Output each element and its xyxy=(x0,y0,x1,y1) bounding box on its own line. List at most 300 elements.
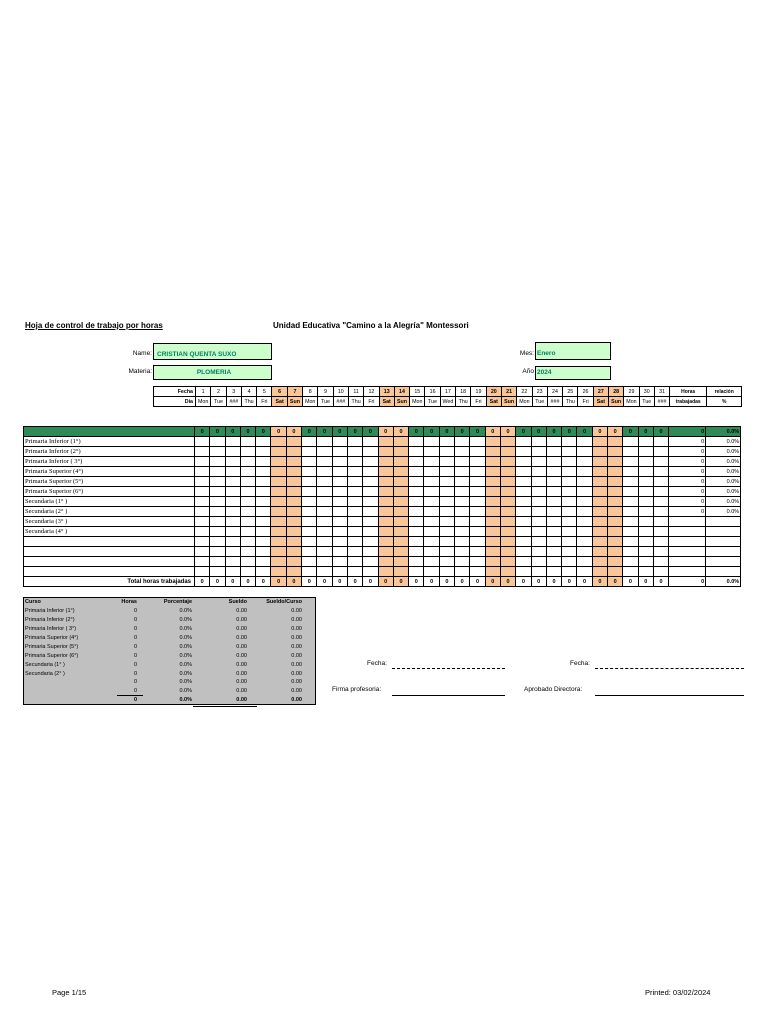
hour-entry-cell[interactable] xyxy=(592,477,607,487)
hour-entry-cell[interactable] xyxy=(317,487,332,497)
hour-entry-cell[interactable] xyxy=(577,447,592,457)
hour-entry-cell[interactable] xyxy=(332,567,347,577)
hour-entry-cell[interactable] xyxy=(240,517,255,527)
hour-entry-cell[interactable] xyxy=(424,527,439,537)
hour-entry-cell[interactable] xyxy=(317,537,332,547)
hour-entry-cell[interactable] xyxy=(424,567,439,577)
hour-entry-cell[interactable] xyxy=(516,437,531,447)
hour-entry-cell[interactable] xyxy=(577,467,592,477)
hour-entry-cell[interactable] xyxy=(378,467,393,477)
hour-entry-cell[interactable] xyxy=(638,437,653,447)
hour-entry-cell[interactable] xyxy=(608,457,623,467)
hour-entry-cell[interactable] xyxy=(424,487,439,497)
hour-entry-cell[interactable] xyxy=(577,537,592,547)
hour-entry-cell[interactable] xyxy=(500,547,515,557)
hour-entry-cell[interactable] xyxy=(623,557,638,567)
hour-entry-cell[interactable] xyxy=(562,567,577,577)
hour-entry-cell[interactable] xyxy=(562,477,577,487)
hour-entry-cell[interactable] xyxy=(500,517,515,527)
hour-entry-cell[interactable] xyxy=(378,477,393,487)
hour-entry-cell[interactable] xyxy=(210,567,225,577)
hour-entry-cell[interactable] xyxy=(439,477,454,487)
hour-entry-cell[interactable] xyxy=(608,467,623,477)
hour-entry-cell[interactable] xyxy=(653,557,668,567)
hour-entry-cell[interactable] xyxy=(256,447,271,457)
hour-entry-cell[interactable] xyxy=(577,457,592,467)
hour-entry-cell[interactable] xyxy=(317,477,332,487)
hour-entry-cell[interactable] xyxy=(210,487,225,497)
hour-entry-cell[interactable] xyxy=(240,567,255,577)
hour-entry-cell[interactable] xyxy=(638,537,653,547)
hour-entry-cell[interactable] xyxy=(378,517,393,527)
hour-entry-cell[interactable] xyxy=(424,497,439,507)
hour-entry-cell[interactable] xyxy=(439,467,454,477)
hour-entry-cell[interactable] xyxy=(455,527,470,537)
hour-entry-cell[interactable] xyxy=(240,457,255,467)
hour-entry-cell[interactable] xyxy=(577,567,592,577)
hour-entry-cell[interactable] xyxy=(638,557,653,567)
hour-entry-cell[interactable] xyxy=(516,567,531,577)
hour-entry-cell[interactable] xyxy=(592,567,607,577)
hour-entry-cell[interactable] xyxy=(470,557,485,567)
hour-entry-cell[interactable] xyxy=(393,547,408,557)
hour-entry-cell[interactable] xyxy=(210,497,225,507)
hour-entry-cell[interactable] xyxy=(195,477,210,487)
hour-entry-cell[interactable] xyxy=(409,487,424,497)
hour-entry-cell[interactable] xyxy=(210,477,225,487)
hour-entry-cell[interactable] xyxy=(363,507,378,517)
hour-entry-cell[interactable] xyxy=(455,437,470,447)
hour-entry-cell[interactable] xyxy=(470,447,485,457)
hour-entry-cell[interactable] xyxy=(240,477,255,487)
hour-entry-cell[interactable] xyxy=(347,447,362,457)
fecha-line-left[interactable] xyxy=(392,668,505,669)
hour-entry-cell[interactable] xyxy=(470,467,485,477)
hour-entry-cell[interactable] xyxy=(577,557,592,567)
hour-entry-cell[interactable] xyxy=(439,567,454,577)
hour-entry-cell[interactable] xyxy=(500,567,515,577)
hour-entry-cell[interactable] xyxy=(332,447,347,457)
materia-field[interactable]: PLOMERIA xyxy=(153,365,272,380)
hour-entry-cell[interactable] xyxy=(302,447,317,457)
hour-entry-cell[interactable] xyxy=(256,437,271,447)
hour-entry-cell[interactable] xyxy=(317,507,332,517)
hour-entry-cell[interactable] xyxy=(577,487,592,497)
hour-entry-cell[interactable] xyxy=(302,467,317,477)
hour-entry-cell[interactable] xyxy=(317,567,332,577)
hour-entry-cell[interactable] xyxy=(592,537,607,547)
hour-entry-cell[interactable] xyxy=(562,537,577,547)
hour-entry-cell[interactable] xyxy=(608,537,623,547)
hour-entry-cell[interactable] xyxy=(608,447,623,457)
hour-entry-cell[interactable] xyxy=(317,467,332,477)
hour-entry-cell[interactable] xyxy=(286,497,301,507)
name-field[interactable]: CRISTIAN QUENTA SUXO xyxy=(153,343,272,360)
hour-entry-cell[interactable] xyxy=(470,437,485,447)
hour-entry-cell[interactable] xyxy=(546,507,561,517)
hour-entry-cell[interactable] xyxy=(455,477,470,487)
hour-entry-cell[interactable] xyxy=(256,507,271,517)
hour-entry-cell[interactable] xyxy=(302,517,317,527)
hour-entry-cell[interactable] xyxy=(455,517,470,527)
hour-entry-cell[interactable] xyxy=(546,517,561,527)
hour-entry-cell[interactable] xyxy=(286,557,301,567)
hour-entry-cell[interactable] xyxy=(363,467,378,477)
hour-entry-cell[interactable] xyxy=(332,537,347,547)
hour-entry-cell[interactable] xyxy=(455,557,470,567)
hour-entry-cell[interactable] xyxy=(347,547,362,557)
hour-entry-cell[interactable] xyxy=(363,437,378,447)
hour-entry-cell[interactable] xyxy=(347,527,362,537)
hour-entry-cell[interactable] xyxy=(332,487,347,497)
hour-entry-cell[interactable] xyxy=(286,507,301,517)
hour-entry-cell[interactable] xyxy=(271,487,286,497)
hour-entry-cell[interactable] xyxy=(485,557,500,567)
hour-entry-cell[interactable] xyxy=(485,507,500,517)
hour-entry-cell[interactable] xyxy=(286,447,301,457)
hour-entry-cell[interactable] xyxy=(623,477,638,487)
hour-entry-cell[interactable] xyxy=(332,467,347,477)
hour-entry-cell[interactable] xyxy=(409,527,424,537)
hour-entry-cell[interactable] xyxy=(424,537,439,547)
hour-entry-cell[interactable] xyxy=(363,497,378,507)
hour-entry-cell[interactable] xyxy=(653,467,668,477)
hour-entry-cell[interactable] xyxy=(562,547,577,557)
hour-entry-cell[interactable] xyxy=(240,497,255,507)
hour-entry-cell[interactable] xyxy=(531,447,546,457)
hour-entry-cell[interactable] xyxy=(424,557,439,567)
hour-entry-cell[interactable] xyxy=(347,537,362,547)
hour-entry-cell[interactable] xyxy=(592,467,607,477)
hour-entry-cell[interactable] xyxy=(439,437,454,447)
hour-entry-cell[interactable] xyxy=(470,507,485,517)
hour-entry-cell[interactable] xyxy=(286,547,301,557)
hour-entry-cell[interactable] xyxy=(195,487,210,497)
hour-entry-cell[interactable] xyxy=(195,457,210,467)
hour-entry-cell[interactable] xyxy=(409,567,424,577)
hour-entry-cell[interactable] xyxy=(347,437,362,447)
hour-entry-cell[interactable] xyxy=(363,477,378,487)
hour-entry-cell[interactable] xyxy=(653,517,668,527)
hour-entry-cell[interactable] xyxy=(393,447,408,457)
hour-entry-cell[interactable] xyxy=(302,477,317,487)
hour-entry-cell[interactable] xyxy=(256,537,271,547)
hour-entry-cell[interactable] xyxy=(638,507,653,517)
hour-entry-cell[interactable] xyxy=(546,487,561,497)
hour-entry-cell[interactable] xyxy=(271,567,286,577)
hour-entry-cell[interactable] xyxy=(393,557,408,567)
hour-entry-cell[interactable] xyxy=(562,497,577,507)
hour-entry-cell[interactable] xyxy=(271,497,286,507)
hour-entry-cell[interactable] xyxy=(500,447,515,457)
hour-entry-cell[interactable] xyxy=(439,507,454,517)
hour-entry-cell[interactable] xyxy=(347,517,362,527)
hour-entry-cell[interactable] xyxy=(439,497,454,507)
hour-entry-cell[interactable] xyxy=(210,467,225,477)
hour-entry-cell[interactable] xyxy=(439,447,454,457)
hour-entry-cell[interactable] xyxy=(302,547,317,557)
hour-entry-cell[interactable] xyxy=(225,527,240,537)
hour-entry-cell[interactable] xyxy=(653,487,668,497)
hour-entry-cell[interactable] xyxy=(592,507,607,517)
hour-entry-cell[interactable] xyxy=(516,517,531,527)
hour-entry-cell[interactable] xyxy=(531,567,546,577)
hour-entry-cell[interactable] xyxy=(546,567,561,577)
hour-entry-cell[interactable] xyxy=(638,497,653,507)
hour-entry-cell[interactable] xyxy=(439,557,454,567)
hour-entry-cell[interactable] xyxy=(256,567,271,577)
hour-entry-cell[interactable] xyxy=(424,447,439,457)
hour-entry-cell[interactable] xyxy=(608,507,623,517)
hour-entry-cell[interactable] xyxy=(393,507,408,517)
hour-entry-cell[interactable] xyxy=(500,437,515,447)
hour-entry-cell[interactable] xyxy=(638,477,653,487)
hour-entry-cell[interactable] xyxy=(271,557,286,567)
hour-entry-cell[interactable] xyxy=(623,537,638,547)
hour-entry-cell[interactable] xyxy=(516,477,531,487)
hour-entry-cell[interactable] xyxy=(439,517,454,527)
hour-entry-cell[interactable] xyxy=(409,497,424,507)
hour-entry-cell[interactable] xyxy=(210,547,225,557)
hour-entry-cell[interactable] xyxy=(485,517,500,527)
hour-entry-cell[interactable] xyxy=(531,517,546,527)
hour-entry-cell[interactable] xyxy=(378,497,393,507)
hour-entry-cell[interactable] xyxy=(653,457,668,467)
hour-entry-cell[interactable] xyxy=(393,497,408,507)
hour-entry-cell[interactable] xyxy=(225,447,240,457)
hour-entry-cell[interactable] xyxy=(546,527,561,537)
hour-entry-cell[interactable] xyxy=(455,547,470,557)
hour-entry-cell[interactable] xyxy=(439,487,454,497)
hour-entry-cell[interactable] xyxy=(347,567,362,577)
hour-entry-cell[interactable] xyxy=(317,447,332,457)
hour-entry-cell[interactable] xyxy=(653,437,668,447)
hour-entry-cell[interactable] xyxy=(256,487,271,497)
hour-entry-cell[interactable] xyxy=(195,537,210,547)
hour-entry-cell[interactable] xyxy=(653,477,668,487)
hour-entry-cell[interactable] xyxy=(577,517,592,527)
hour-entry-cell[interactable] xyxy=(409,437,424,447)
hour-entry-cell[interactable] xyxy=(271,477,286,487)
hour-entry-cell[interactable] xyxy=(225,517,240,527)
hour-entry-cell[interactable] xyxy=(638,567,653,577)
hour-entry-cell[interactable] xyxy=(455,457,470,467)
hour-entry-cell[interactable] xyxy=(562,517,577,527)
hour-entry-cell[interactable] xyxy=(577,507,592,517)
hour-entry-cell[interactable] xyxy=(378,527,393,537)
hour-entry-cell[interactable] xyxy=(608,547,623,557)
hour-entry-cell[interactable] xyxy=(332,497,347,507)
hour-entry-cell[interactable] xyxy=(546,467,561,477)
hour-entry-cell[interactable] xyxy=(286,487,301,497)
hour-entry-cell[interactable] xyxy=(286,537,301,547)
hour-entry-cell[interactable] xyxy=(195,437,210,447)
hour-entry-cell[interactable] xyxy=(562,457,577,467)
hour-entry-cell[interactable] xyxy=(347,477,362,487)
hour-entry-cell[interactable] xyxy=(409,477,424,487)
hour-entry-cell[interactable] xyxy=(393,487,408,497)
hour-entry-cell[interactable] xyxy=(317,457,332,467)
hour-entry-cell[interactable] xyxy=(546,537,561,547)
hour-entry-cell[interactable] xyxy=(302,487,317,497)
hour-entry-cell[interactable] xyxy=(485,477,500,487)
hour-entry-cell[interactable] xyxy=(363,557,378,567)
hour-entry-cell[interactable] xyxy=(286,437,301,447)
hour-entry-cell[interactable] xyxy=(424,477,439,487)
hour-entry-cell[interactable] xyxy=(195,467,210,477)
hour-entry-cell[interactable] xyxy=(623,487,638,497)
hour-entry-cell[interactable] xyxy=(562,437,577,447)
hour-entry-cell[interactable] xyxy=(653,507,668,517)
hour-entry-cell[interactable] xyxy=(470,457,485,467)
hour-entry-cell[interactable] xyxy=(256,557,271,567)
hour-entry-cell[interactable] xyxy=(516,457,531,467)
hour-entry-cell[interactable] xyxy=(577,437,592,447)
hour-entry-cell[interactable] xyxy=(271,547,286,557)
hour-entry-cell[interactable] xyxy=(225,497,240,507)
hour-entry-cell[interactable] xyxy=(286,477,301,487)
hour-entry-cell[interactable] xyxy=(638,467,653,477)
hour-entry-cell[interactable] xyxy=(592,457,607,467)
hour-entry-cell[interactable] xyxy=(210,507,225,517)
hour-entry-cell[interactable] xyxy=(271,437,286,447)
hour-entry-cell[interactable] xyxy=(439,457,454,467)
hour-entry-cell[interactable] xyxy=(623,467,638,477)
hour-entry-cell[interactable] xyxy=(271,517,286,527)
hour-entry-cell[interactable] xyxy=(638,487,653,497)
hour-entry-cell[interactable] xyxy=(485,447,500,457)
hour-entry-cell[interactable] xyxy=(592,547,607,557)
hour-entry-cell[interactable] xyxy=(623,457,638,467)
hour-entry-cell[interactable] xyxy=(409,537,424,547)
hour-entry-cell[interactable] xyxy=(531,437,546,447)
hour-entry-cell[interactable] xyxy=(470,517,485,527)
hour-entry-cell[interactable] xyxy=(531,497,546,507)
hour-entry-cell[interactable] xyxy=(531,537,546,547)
hour-entry-cell[interactable] xyxy=(225,477,240,487)
hour-entry-cell[interactable] xyxy=(592,447,607,457)
hour-entry-cell[interactable] xyxy=(256,547,271,557)
hour-entry-cell[interactable] xyxy=(240,527,255,537)
hour-entry-cell[interactable] xyxy=(608,557,623,567)
hour-entry-cell[interactable] xyxy=(332,557,347,567)
hour-entry-cell[interactable] xyxy=(240,547,255,557)
hour-entry-cell[interactable] xyxy=(332,527,347,537)
hour-entry-cell[interactable] xyxy=(317,437,332,447)
hour-entry-cell[interactable] xyxy=(577,547,592,557)
hour-entry-cell[interactable] xyxy=(286,527,301,537)
hour-entry-cell[interactable] xyxy=(378,457,393,467)
hour-entry-cell[interactable] xyxy=(409,557,424,567)
hour-entry-cell[interactable] xyxy=(271,507,286,517)
hour-entry-cell[interactable] xyxy=(470,537,485,547)
hour-entry-cell[interactable] xyxy=(500,557,515,567)
hour-entry-cell[interactable] xyxy=(409,457,424,467)
hour-entry-cell[interactable] xyxy=(653,527,668,537)
aprobado-line[interactable] xyxy=(595,695,744,696)
hour-entry-cell[interactable] xyxy=(271,457,286,467)
hour-entry-cell[interactable] xyxy=(271,447,286,457)
hour-entry-cell[interactable] xyxy=(210,437,225,447)
hour-entry-cell[interactable] xyxy=(455,507,470,517)
hour-entry-cell[interactable] xyxy=(623,437,638,447)
hour-entry-cell[interactable] xyxy=(332,437,347,447)
hour-entry-cell[interactable] xyxy=(210,457,225,467)
hour-entry-cell[interactable] xyxy=(240,447,255,457)
hour-entry-cell[interactable] xyxy=(363,547,378,557)
hour-entry-cell[interactable] xyxy=(653,547,668,557)
hour-entry-cell[interactable] xyxy=(608,567,623,577)
hour-entry-cell[interactable] xyxy=(347,497,362,507)
hour-entry-cell[interactable] xyxy=(210,537,225,547)
hour-entry-cell[interactable] xyxy=(623,507,638,517)
hour-entry-cell[interactable] xyxy=(332,477,347,487)
hour-entry-cell[interactable] xyxy=(317,557,332,567)
hour-entry-cell[interactable] xyxy=(531,477,546,487)
hour-entry-cell[interactable] xyxy=(363,567,378,577)
hour-entry-cell[interactable] xyxy=(347,457,362,467)
hour-entry-cell[interactable] xyxy=(485,437,500,447)
hour-entry-cell[interactable] xyxy=(363,447,378,457)
hour-entry-cell[interactable] xyxy=(271,537,286,547)
hour-entry-cell[interactable] xyxy=(577,497,592,507)
hour-entry-cell[interactable] xyxy=(302,537,317,547)
hour-entry-cell[interactable] xyxy=(653,447,668,457)
hour-entry-cell[interactable] xyxy=(317,527,332,537)
hour-entry-cell[interactable] xyxy=(531,547,546,557)
hour-entry-cell[interactable] xyxy=(608,497,623,507)
hour-entry-cell[interactable] xyxy=(516,487,531,497)
hour-entry-cell[interactable] xyxy=(393,457,408,467)
hour-entry-cell[interactable] xyxy=(439,547,454,557)
hour-entry-cell[interactable] xyxy=(302,507,317,517)
hour-entry-cell[interactable] xyxy=(470,567,485,577)
hour-entry-cell[interactable] xyxy=(455,537,470,547)
hour-entry-cell[interactable] xyxy=(500,497,515,507)
hour-entry-cell[interactable] xyxy=(653,567,668,577)
hour-entry-cell[interactable] xyxy=(332,457,347,467)
hour-entry-cell[interactable] xyxy=(256,517,271,527)
hour-entry-cell[interactable] xyxy=(302,567,317,577)
hour-entry-cell[interactable] xyxy=(240,487,255,497)
hour-entry-cell[interactable] xyxy=(317,547,332,557)
hour-entry-cell[interactable] xyxy=(225,457,240,467)
hour-entry-cell[interactable] xyxy=(393,467,408,477)
hour-entry-cell[interactable] xyxy=(302,437,317,447)
hour-entry-cell[interactable] xyxy=(608,527,623,537)
hour-entry-cell[interactable] xyxy=(409,517,424,527)
hour-entry-cell[interactable] xyxy=(653,497,668,507)
hour-entry-cell[interactable] xyxy=(455,447,470,457)
hour-entry-cell[interactable] xyxy=(608,437,623,447)
hour-entry-cell[interactable] xyxy=(378,537,393,547)
hour-entry-cell[interactable] xyxy=(531,487,546,497)
hour-entry-cell[interactable] xyxy=(424,467,439,477)
hour-entry-cell[interactable] xyxy=(378,547,393,557)
hour-entry-cell[interactable] xyxy=(470,547,485,557)
hour-entry-cell[interactable] xyxy=(546,447,561,457)
hour-entry-cell[interactable] xyxy=(409,507,424,517)
hour-entry-cell[interactable] xyxy=(592,497,607,507)
hour-entry-cell[interactable] xyxy=(225,487,240,497)
hour-entry-cell[interactable] xyxy=(256,457,271,467)
hour-entry-cell[interactable] xyxy=(608,517,623,527)
hour-entry-cell[interactable] xyxy=(638,447,653,457)
hour-entry-cell[interactable] xyxy=(424,517,439,527)
hour-entry-cell[interactable] xyxy=(531,527,546,537)
hour-entry-cell[interactable] xyxy=(225,537,240,547)
hour-entry-cell[interactable] xyxy=(225,557,240,567)
